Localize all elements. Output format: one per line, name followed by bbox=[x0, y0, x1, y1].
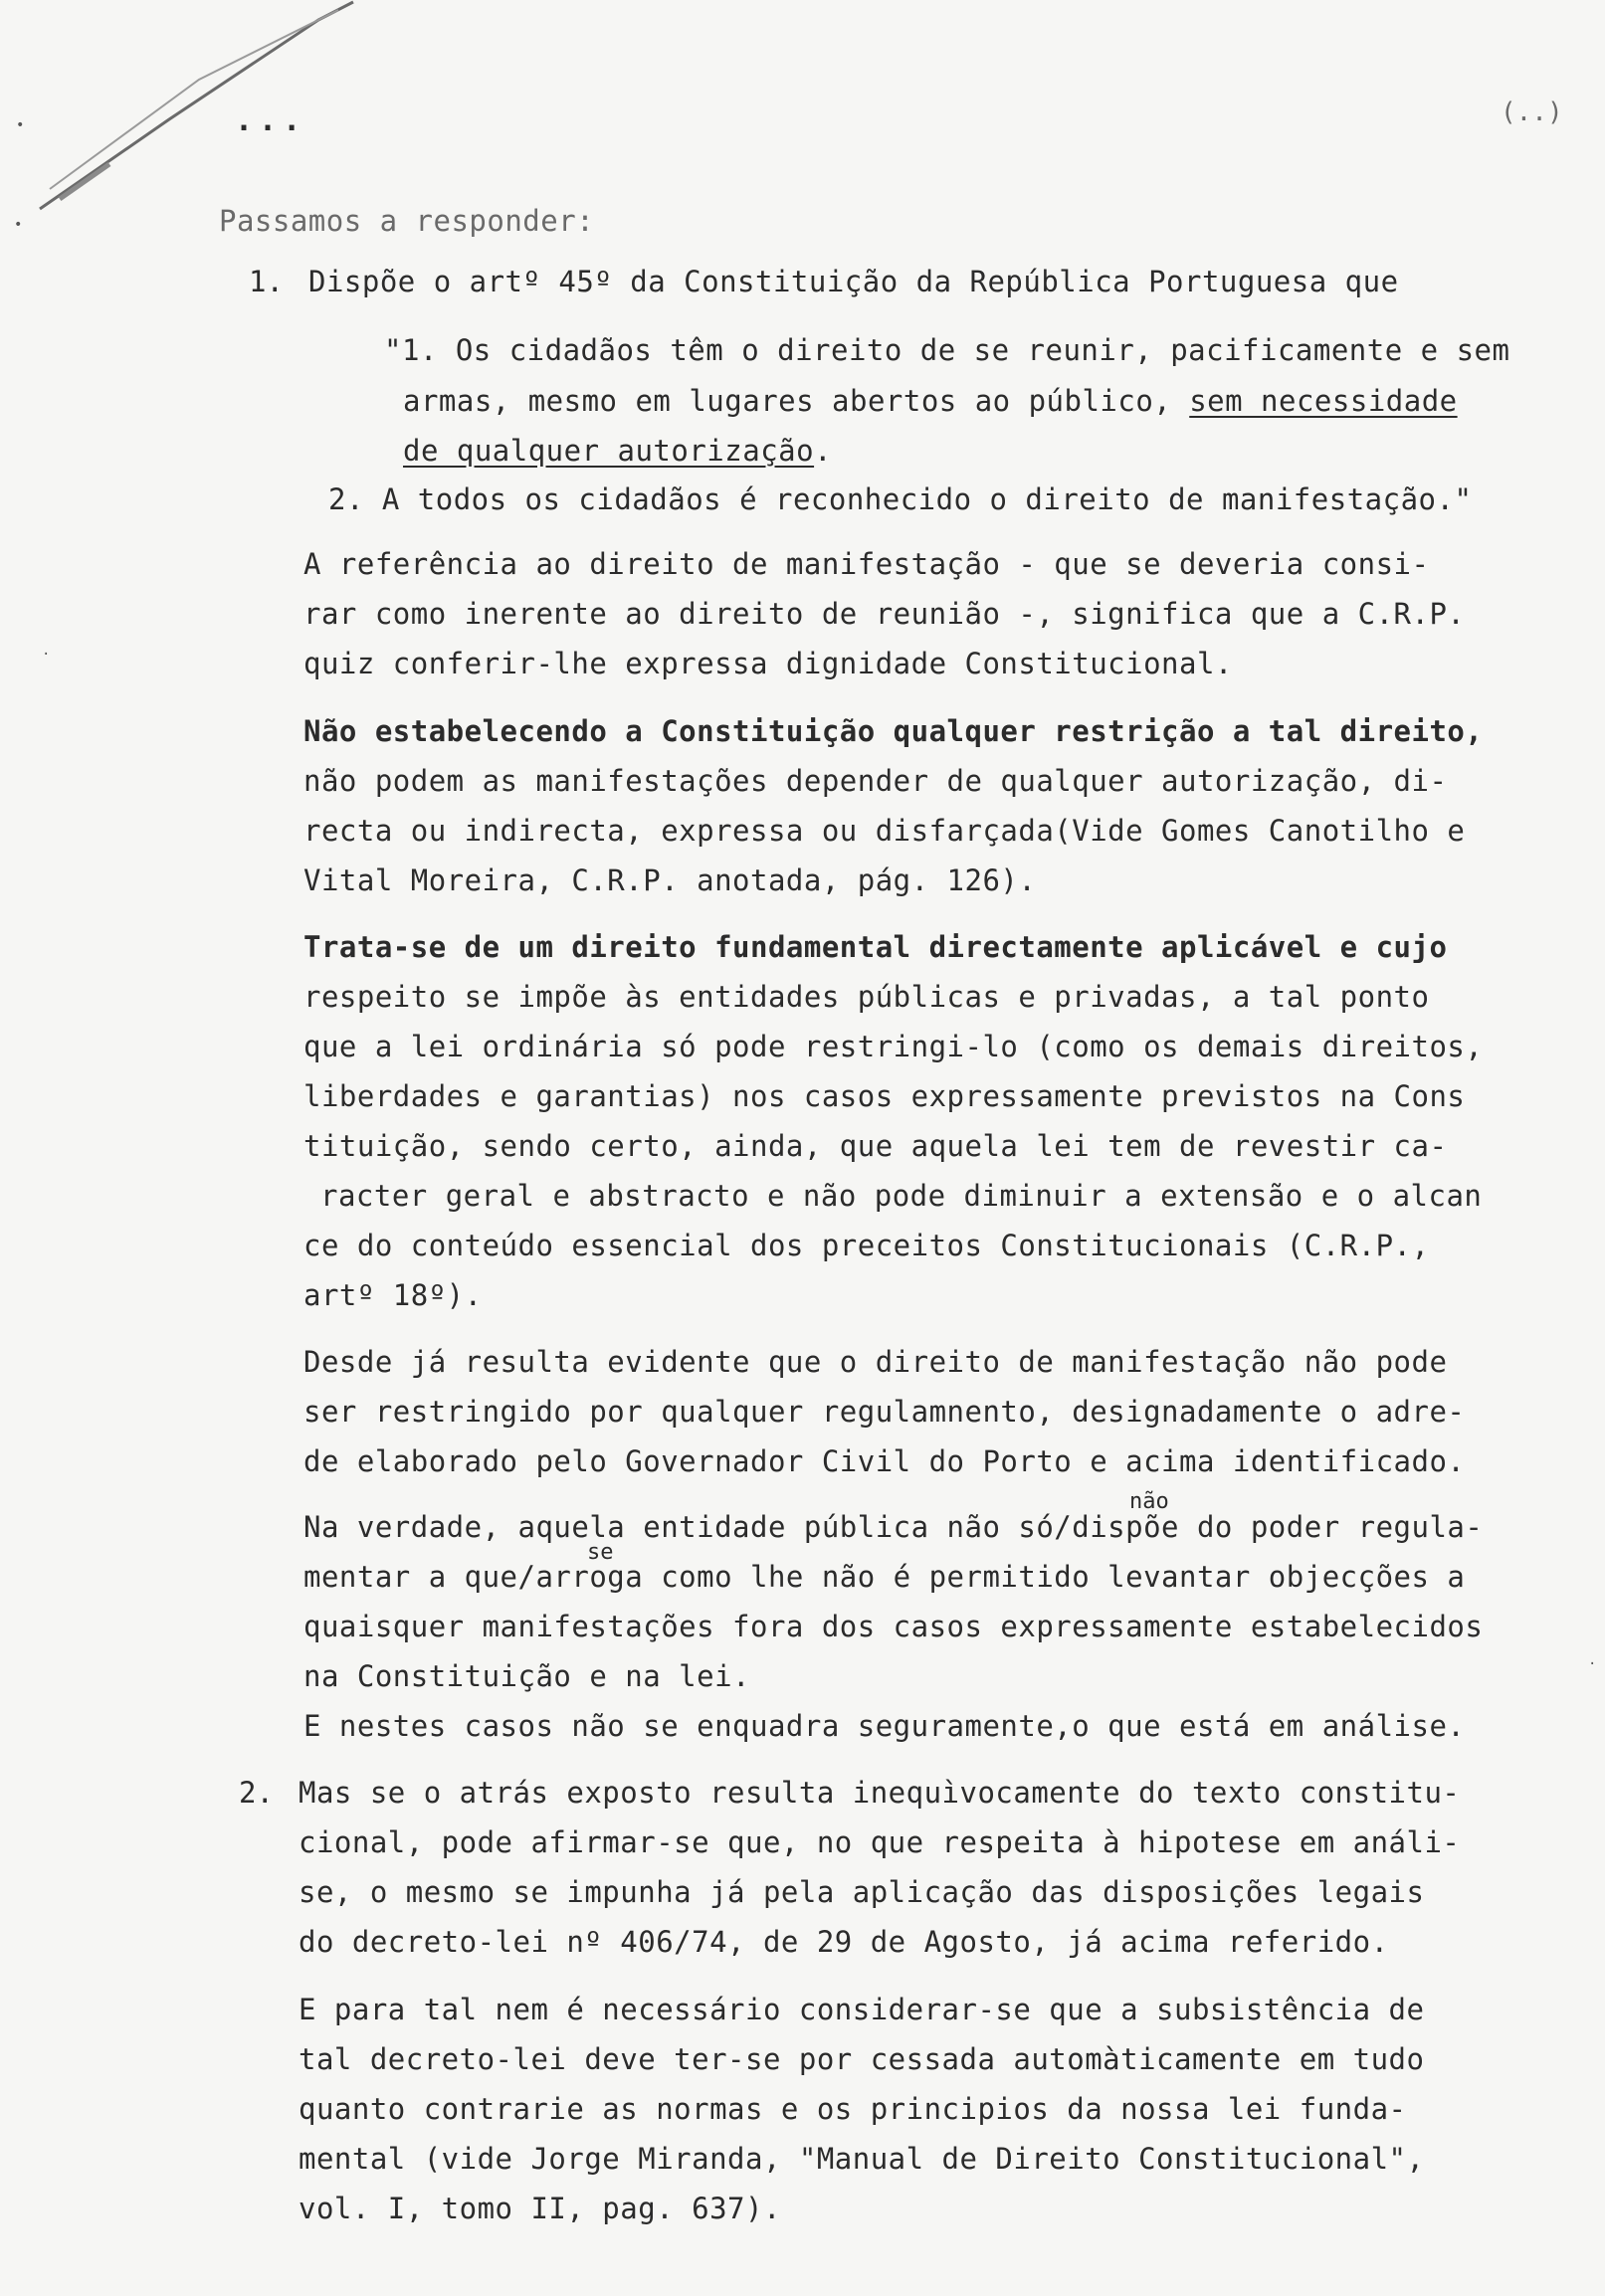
paragraph-line: rar como inerente ao direito de reunião -, significa que a C.R.P. bbox=[303, 597, 1466, 631]
paragraph-line: recta ou indirecta, expressa ou disfarçada(Vide Gomes Canotilho e bbox=[303, 814, 1466, 848]
scan-speck: · bbox=[42, 647, 51, 663]
insertion-se: se bbox=[587, 1540, 614, 1565]
paragraph-line: vol. I, tomo II, pag. 637). bbox=[299, 2192, 781, 2225]
paragraph-line: de elaborado pelo Governador Civil do Porto e acima identificado. bbox=[303, 1444, 1466, 1478]
point-lead: Dispõe o artº 45º da Constituição da República Portuguesa que bbox=[308, 265, 1399, 298]
paragraph-line: liberdades e garantias) nos casos expressamente previstos na Cons bbox=[303, 1079, 1466, 1113]
paragraph-line: E para tal nem é necessário considerar-se que a subsistência de bbox=[299, 1993, 1425, 2026]
paragraph-line: se, o mesmo se impunha já pela aplicação das disposições legais bbox=[299, 1875, 1425, 1909]
paragraph-line: não podem as manifestações depender de qualquer autorização, di- bbox=[303, 764, 1448, 798]
paragraph-line: respeito se impõe às entidades públicas e privadas, a tal ponto bbox=[303, 980, 1430, 1014]
header-dots: ... bbox=[235, 103, 307, 138]
intro-line: Passamos a responder: bbox=[219, 204, 595, 238]
page-number: (..) bbox=[1501, 97, 1563, 127]
paragraph-line: A referência ao direito de manifestação - que se deveria consi- bbox=[303, 547, 1430, 581]
paragraph-line: Mas se o atrás exposto resulta inequìvocamente do texto constitu- bbox=[299, 1776, 1461, 1810]
quote-item-1-line-2 bbox=[403, 384, 1458, 418]
paragraph-line: Desde já resulta evidente que o direito de manifestação não pode bbox=[303, 1345, 1448, 1379]
paragraph-line: quiz conferir-lhe expressa dignidade Constitucional. bbox=[303, 647, 1233, 680]
paragraph-line: Na verdade, aquela entidade pública não só/dispõe do poder regula- bbox=[303, 1510, 1484, 1544]
paragraph-line: racter geral e abstracto e não pode diminuir a extensão e o alcan bbox=[320, 1179, 1483, 1213]
paragraph-line: cional, pode afirmar-se que, no que respeita à hipotese em análi- bbox=[299, 1825, 1461, 1859]
paragraph-line: do decreto-lei nº 406/74, de 29 de Agosto, já acima referido. bbox=[299, 1925, 1389, 1959]
paragraph-line: mentar a que/arroga como lhe não é permitido levantar objecções a bbox=[303, 1560, 1466, 1594]
quote-item-1: "1. Os cidadãos têm o direito de se reunir, pacificamente e sem bbox=[384, 333, 1510, 367]
paragraph-line: na Constituição e na lei. bbox=[303, 1659, 750, 1693]
paragraph-line: ser restringido por qualquer regulamnento, designadamente o adre- bbox=[303, 1395, 1466, 1429]
paragraph-line: ce do conteúdo essencial dos preceitos Constitucionais (C.R.P., bbox=[303, 1229, 1430, 1262]
quote-text: . bbox=[814, 434, 833, 468]
scan-speck: · bbox=[1588, 1656, 1597, 1672]
paragraph-line: quanto contrarie as normas e os principios da nossa lei funda- bbox=[299, 2092, 1407, 2126]
paragraph-line: Vital Moreira, C.R.P. anotada, pág. 126). bbox=[303, 863, 1037, 897]
scan-corner-mark bbox=[20, 0, 358, 239]
paragraph-line: que a lei ordinária só pode restringi-lo (como os demais direitos, bbox=[303, 1030, 1484, 1063]
point-number: 1. bbox=[249, 265, 284, 298]
paragraph-line: Trata-se de um direito fundamental directamente aplicável e cujo bbox=[303, 930, 1448, 964]
quote-item-1-line-3 bbox=[403, 434, 832, 468]
scan-speck: • bbox=[14, 217, 23, 233]
paragraph-line: mental (vide Jorge Miranda, "Manual de Direito Constitucional", bbox=[299, 2142, 1425, 2176]
underlined-text: de qualquer autorização bbox=[403, 434, 815, 468]
scan-speck: • bbox=[16, 117, 25, 133]
point-number: 2. bbox=[239, 1776, 274, 1810]
paragraph-line: tituição, sendo certo, ainda, que aquela lei tem de revestir ca- bbox=[303, 1129, 1448, 1163]
paragraph-line: quaisquer manifestações fora dos casos expressamente estabelecidos bbox=[303, 1610, 1484, 1643]
paragraph-line: Não estabelecendo a Constituição qualquer restrição a tal direito, bbox=[303, 714, 1484, 748]
quote-item-2: 2. A todos os cidadãos é reconhecido o direito de manifestação." bbox=[328, 482, 1473, 516]
paragraph-line: E nestes casos não se enquadra seguramente,o que está em análise. bbox=[303, 1709, 1466, 1743]
insertion-nao: não bbox=[1129, 1489, 1169, 1514]
paragraph-line: tal decreto-lei deve ter-se por cessada automàticamente em tudo bbox=[299, 2042, 1425, 2076]
paragraph-line: artº 18º). bbox=[303, 1278, 483, 1312]
quote-text: armas, mesmo em lugares abertos ao público, bbox=[403, 384, 1190, 418]
underlined-text: sem necessidade bbox=[1189, 384, 1458, 418]
